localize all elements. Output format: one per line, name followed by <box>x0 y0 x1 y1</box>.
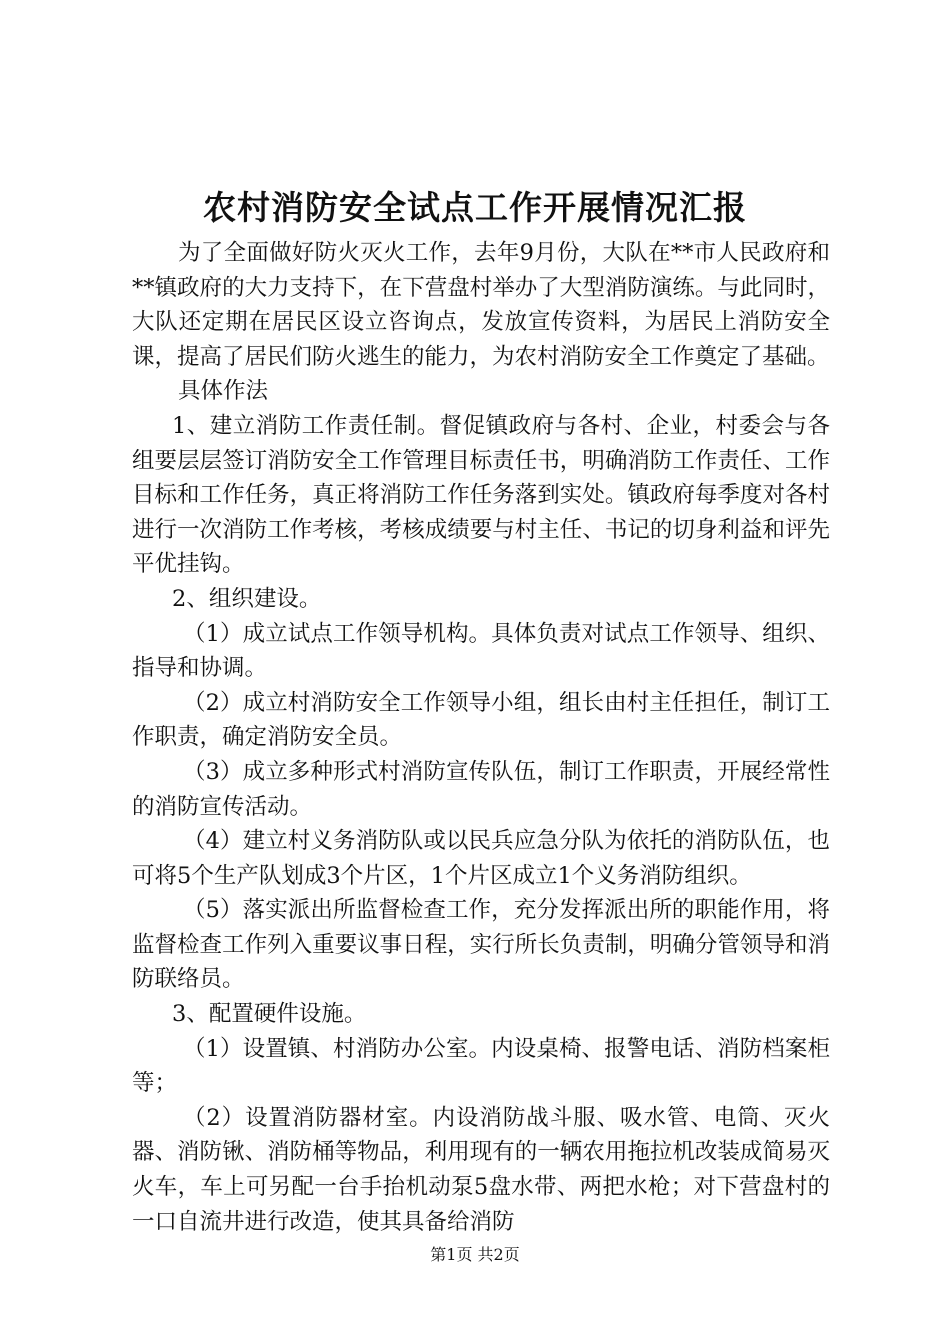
paragraph-item-3-2: （2）设置消防器材室。内设消防战斗服、吸水管、电筒、灭火器、消防锹、消防桶等物品，利用现有的一辆农用拖拉机改装成简易灭火车，车上可另配一台手抬机动泵5盘水带、两把水枪；对下营盘村的一口自流井进行改造，使其具备给消防 <box>132 1104 830 1235</box>
paragraph-item-2: 2、组织建设。 <box>172 585 322 612</box>
paragraph-item-2-5: （5）落实派出所监督检查工作，充分发挥派出所的职能作用，将监督检查工作列入重要议事日程，实行所长负责制，明确分管领导和消防联络员。 <box>132 897 830 993</box>
paragraph-item-2-3: （3）成立多种形式村消防宣传队伍，制订工作职责，开展经常性的消防宣传活动。 <box>132 758 830 820</box>
page-number-footer: 第1页 共2页 <box>430 1245 520 1264</box>
paragraph-item-1: 1、建立消防工作责任制。督促镇政府与各村、企业，村委会与各组要层层签订消防安全工作管理目标责任书，明确消防工作责任、工作目标和工作任务，真正将消防工作任务落到实处。镇政府每季度对各村进行一次消防工作考核，考核成绩要与村主任、书记的切身利益和评先平优挂钩。 <box>132 412 830 578</box>
paragraph-item-3-1: （1）设置镇、村消防办公室。内设桌椅、报警电话、消防档案柜等； <box>132 1035 830 1097</box>
document-body <box>132 236 830 1239</box>
paragraph-item-2-1: （1）成立试点工作领导机构。具体负责对试点工作领导、组织、指导和协调。 <box>132 620 830 682</box>
paragraph-intro: 为了全面做好防火灭火工作，去年9月份，大队在**市人民政府和**镇政府的大力支持下，在下营盘村举办了大型消防演练。与此同时，大队还定期在居民区设立咨询点，发放宣传资料，为居民上消防安全课，提高了居民们防火逃生的能力，为农村消防安全工作奠定了基础。 <box>132 240 830 370</box>
paragraph-item-3: 3、配置硬件设施。 <box>172 1001 367 1028</box>
section-heading-methods: 具体作法 <box>178 378 269 405</box>
paragraph-item-2-4: （4）建立村义务消防队或以民兵应急分队为依托的消防队伍，也可将5个生产队划成3个片区，1个片区成立1个义务消防组织。 <box>132 828 830 889</box>
document-title: 农村消防安全试点工作开展情况汇报 <box>203 188 747 227</box>
paragraph-item-2-2: （2）成立村消防安全工作领导小组，组长由村主任担任，制订工作职责，确定消防安全员。 <box>132 689 830 751</box>
